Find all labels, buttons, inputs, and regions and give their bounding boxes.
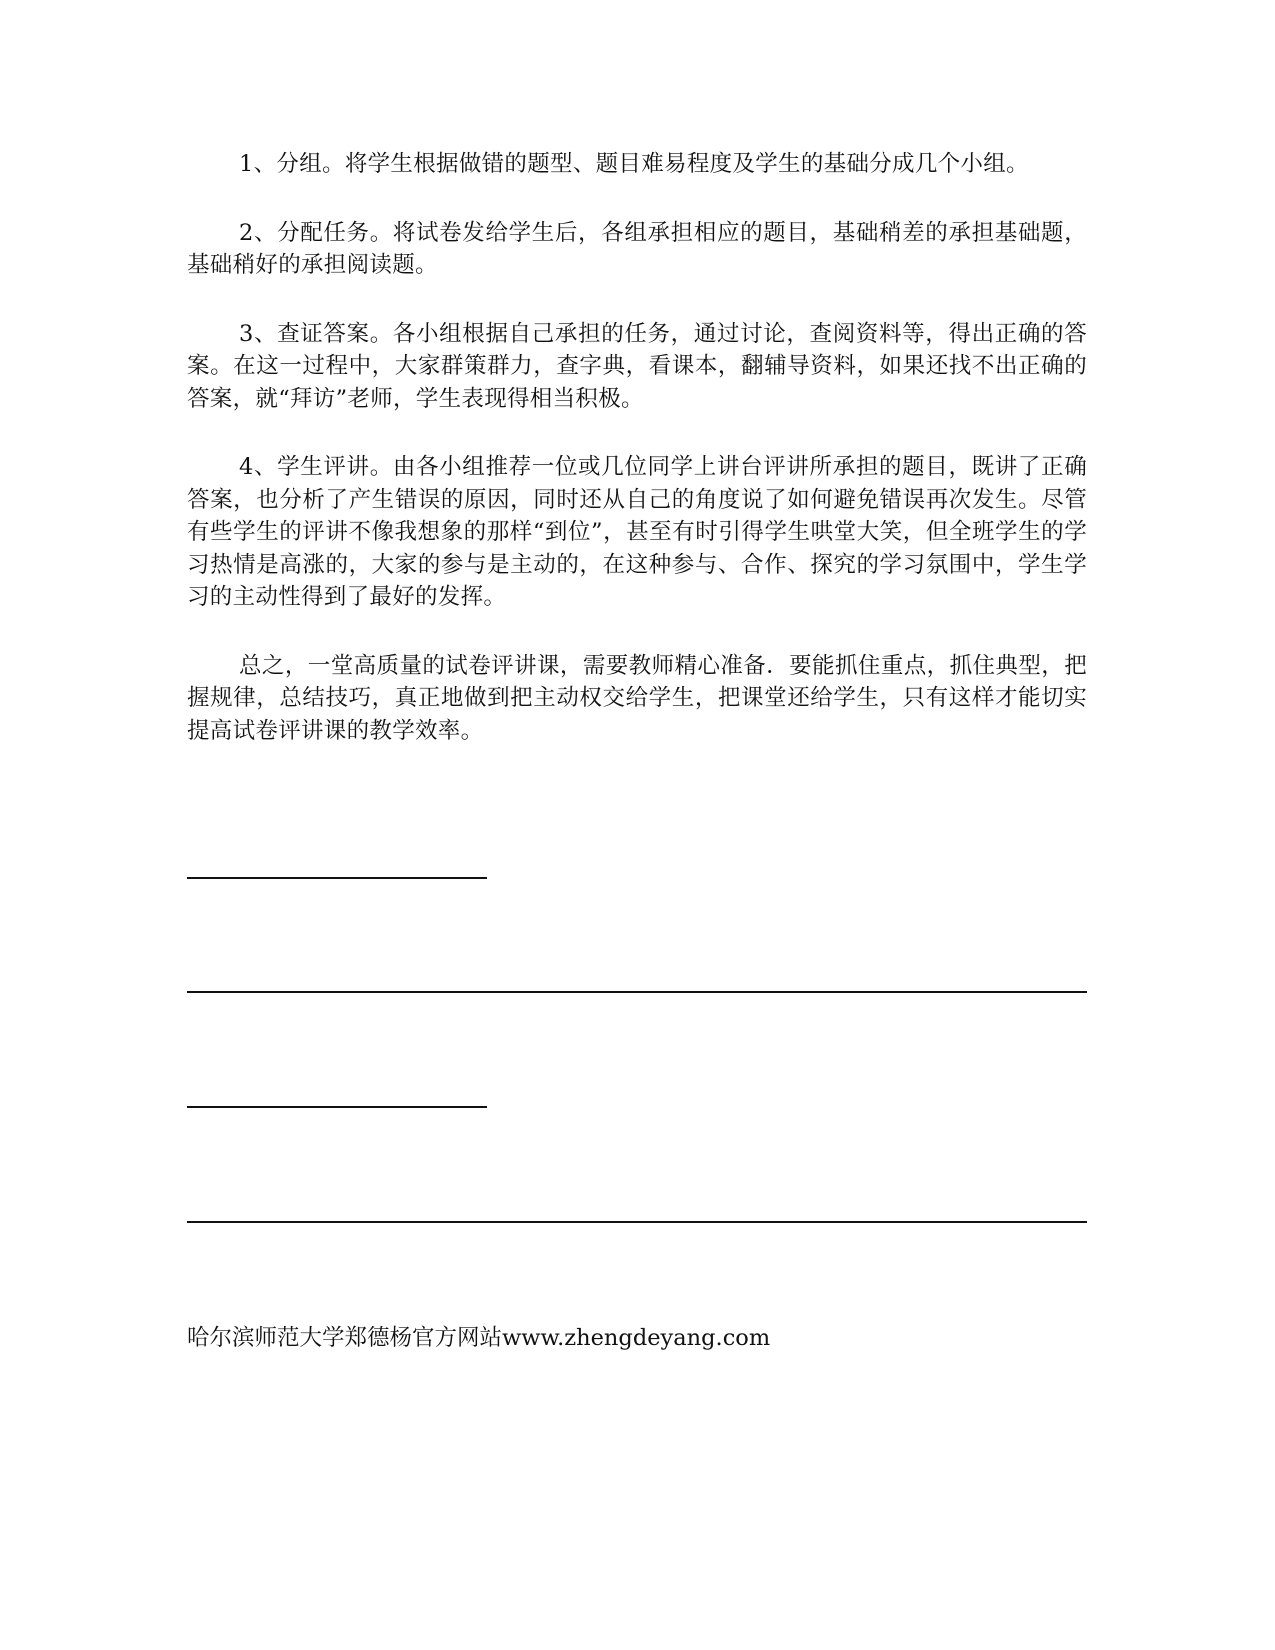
paragraph-verify-answers: 3、查证答案。各小组根据自己承担的任务，通过讨论，查阅资料等，得出正确的答案。在这一过程中，大家群策群力，查字典，看课本，翻辅导资料，如果还找不出正确的答案，就“拜访”老师，学生表现得相当积极。 bbox=[187, 320, 1087, 412]
footer-website-text: 哈尔滨师范大学郑德杨官方网站www.zhengdeyang.com bbox=[187, 1325, 771, 1351]
document-body bbox=[187, 148, 1087, 783]
paragraph-grouping: 1、分组。将学生根据做错的题型、题目难易程度及学生的基础分成几个小组。 bbox=[239, 151, 1029, 177]
paragraph-assign-tasks: 2、分配任务。将试卷发给学生后，各组承担相应的题目，基础稍差的承担基础题，基础稍好的承担阅读题。 bbox=[187, 219, 1087, 278]
blank-line-short-1 bbox=[187, 877, 487, 879]
blank-line-short-2 bbox=[187, 1106, 487, 1108]
paragraph-student-review: 4、学生评讲。由各小组推荐一位或几位同学上讲台评讲所承担的题目，既讲了正确答案，也分析了产生错误的原因，同时还从自己的角度说了如何避免错误再次发生。尽管有些学生的评讲不像我想象的那样“到位”，甚至有时引得学生哄堂大笑，但全班学生的学习热情是高涨的，大家的参与是主动的，在这种参与、合作、探究的学习氛围中，学生学习的主动性得到了最好的发挥。 bbox=[187, 454, 1087, 610]
paragraph-conclusion: 总之，一堂高质量的试卷评讲课，需要教师精心准备．要能抓住重点，抓住典型，把握规律，总结技巧，真正地做到把主动权交给学生，把课堂还给学生，只有这样才能切实提高试卷评讲课的教学效率。 bbox=[187, 652, 1087, 744]
blank-line-long-1 bbox=[187, 991, 1087, 993]
blank-line-long-2 bbox=[187, 1221, 1087, 1223]
